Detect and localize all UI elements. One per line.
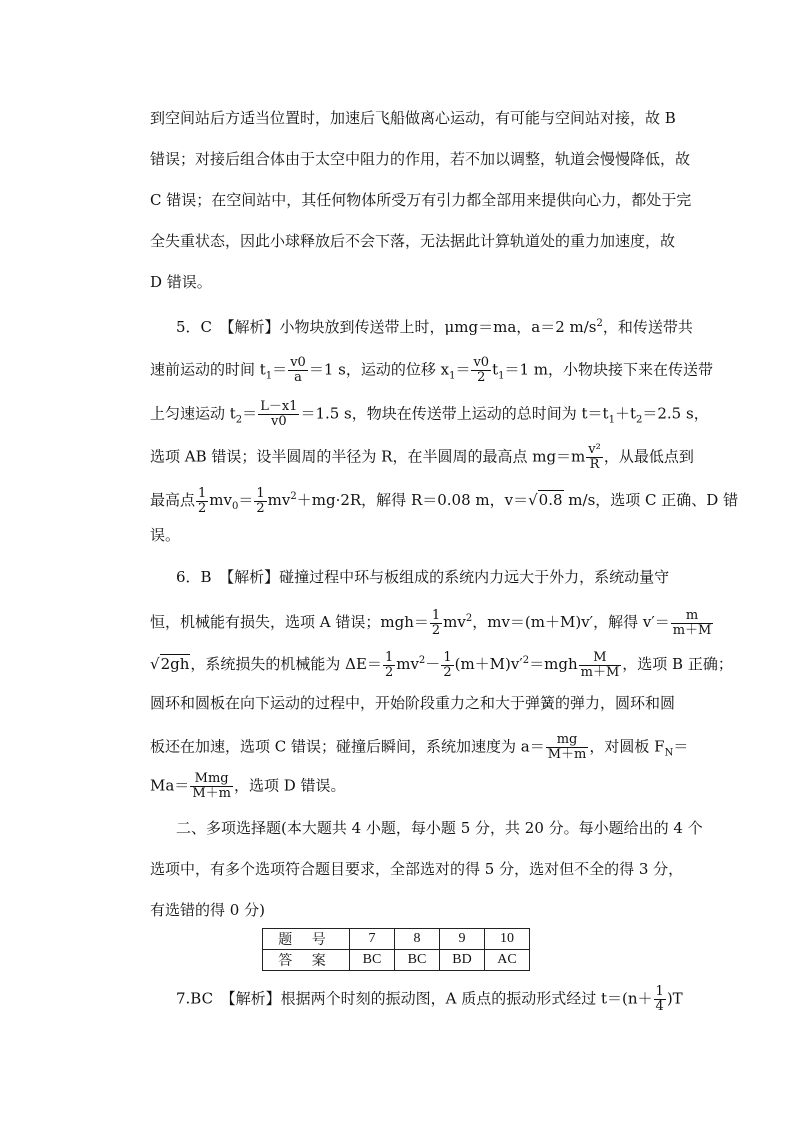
numerator: v0 xyxy=(473,355,490,370)
table-header-cell: 题 号 xyxy=(263,929,350,950)
text: 最高点 xyxy=(150,491,196,509)
fraction xyxy=(190,772,233,801)
denominator: 2 xyxy=(443,664,452,680)
numerator: Mmg xyxy=(190,772,233,787)
fraction xyxy=(546,733,589,762)
denominator: M＋m xyxy=(192,786,231,801)
fraction xyxy=(430,609,442,638)
denominator: a xyxy=(294,370,302,385)
q6-line-4 xyxy=(150,692,675,714)
text: Ma＝ xyxy=(150,776,190,795)
text: 选项 AB 错误；设半圆周的半径为 R，在半圆周的最高点 mg＝m xyxy=(150,447,586,466)
text-line xyxy=(150,230,675,252)
numerator: M xyxy=(579,651,622,666)
text: ＝1.5 s，物块在传送带上运动的总时间为 t＝t xyxy=(300,404,609,423)
q5-line-5: 最高点 $\frac{1}{2}$ $mv_0=$ $\frac{1}{2}$ $mv^2+mg\cdot 2R$，解得 R＝0.08 m，v＝√0.8 m/s，选项 C 正确、D 错 xyxy=(150,485,739,516)
text-line xyxy=(150,148,690,170)
numerator: mg xyxy=(546,733,589,748)
text: 有选错的得 0 分) xyxy=(150,901,265,919)
numerator: 1 xyxy=(655,984,664,999)
text: ＋t xyxy=(614,404,636,423)
text: 速前运动的时间 t xyxy=(150,360,266,379)
denominator: v0 xyxy=(271,414,287,429)
fraction xyxy=(258,400,299,429)
table-header-cell: 答 案 xyxy=(263,950,350,971)
text: mv xyxy=(396,655,419,673)
denominator: 2 xyxy=(384,664,394,680)
subscript: 1 xyxy=(608,414,615,426)
denominator: m＋M xyxy=(580,664,620,680)
text: 错误；对接后组合体由于太空中阻力的作用，若不加以调整，轨道会慢慢降低，故 xyxy=(150,150,691,168)
q6-line-2 xyxy=(150,607,714,638)
text-line xyxy=(150,189,691,211)
denominator: 2 xyxy=(431,622,441,638)
q5-line-1 xyxy=(176,313,693,335)
numerator: L－x1 xyxy=(260,399,298,414)
text: 圆环和圆板在向下运动的过程中，开始阶段重力之和大于弹簧的弹力，圆环和圆 xyxy=(150,694,676,712)
numerator: 1 xyxy=(256,485,265,501)
text: 5．C 【解析】小物块放到传送带上时，μmg＝ma，a＝2 m/s xyxy=(176,318,597,336)
text: ，选项 D 错误。 xyxy=(233,776,346,795)
fraction xyxy=(383,651,395,680)
denominator: M＋m xyxy=(547,747,587,762)
text: 7.BC 【解析】根据两个时刻的振动图，A 质点的振动形式经过 t＝ xyxy=(176,989,622,1008)
text: － xyxy=(425,655,441,673)
text: ＝mgh xyxy=(529,655,578,673)
subscript: 1 xyxy=(498,370,505,382)
q6-line-6 xyxy=(150,771,346,801)
superscript: 2 xyxy=(290,491,297,502)
denominator: 2 xyxy=(198,500,207,516)
superscript: 2 xyxy=(418,655,426,666)
superscript: 2 xyxy=(522,655,530,666)
text: 全失重状态，因此小球释放后不会下落，无法据此计算轨道处的重力加速度，故 xyxy=(150,232,676,250)
numerator: m xyxy=(671,609,714,624)
text: C 错误；在空间站中，其任何物体所受万有引力都全部用来提供向心力，都处于完 xyxy=(150,191,692,209)
text: 上匀速运动 t xyxy=(150,404,236,423)
q6-line-1 xyxy=(176,566,669,588)
table-cell: 7 xyxy=(350,929,395,950)
text: ，和传送带共 xyxy=(602,318,693,336)
subscript: 0 xyxy=(232,501,239,512)
text: ，对圆板 F xyxy=(589,737,665,756)
text: ＋mg·2R，解得 R＝0.08 m，v＝ xyxy=(296,491,529,509)
text: n＋ xyxy=(627,989,653,1008)
table-cell: BC xyxy=(395,950,440,971)
text: 板还在加速，选项 C 错误；碰撞后瞬间，系统加速度为 a＝ xyxy=(150,737,545,756)
q5-line-3: 上匀速运动 $t_2=$ $\frac{L-x1}{v0}$ ＝1.5 s，物块在传送带上运动的总时间为 $t=t_1+t_2=2.5$ s， xyxy=(150,399,709,429)
fraction xyxy=(586,443,603,472)
fraction xyxy=(254,487,266,516)
denominator: 2 xyxy=(256,500,265,516)
text: mv xyxy=(443,613,466,631)
fraction xyxy=(441,651,453,680)
fraction xyxy=(671,609,714,638)
denominator: m＋M xyxy=(672,622,712,638)
superscript: 2 xyxy=(465,613,473,624)
numerator: 1 xyxy=(198,485,207,501)
subscript: 2 xyxy=(636,414,643,426)
text: ＝1 m，小物块接下来在传送带 xyxy=(504,360,714,379)
text: 误。 xyxy=(150,526,181,544)
superscript: 2 xyxy=(596,318,603,329)
numerator: v² xyxy=(588,442,601,457)
text: m/s，选项 C 正确、D 错 xyxy=(563,491,739,509)
subscript: 1 xyxy=(265,370,273,382)
table-cell: AC xyxy=(485,950,530,971)
text-line xyxy=(150,899,265,921)
text: ＝1 s，运动的位移 x xyxy=(308,360,450,379)
table-row xyxy=(263,950,530,971)
fraction xyxy=(579,651,622,680)
text: ，系统损失的机械能为 ΔE＝ xyxy=(190,655,382,673)
text: ，mv＝(m＋M)v′，解得 v′＝ xyxy=(472,613,670,631)
table-row xyxy=(263,929,530,950)
table-cell: 10 xyxy=(485,929,530,950)
table-cell: BD xyxy=(440,950,485,971)
fraction xyxy=(288,356,308,385)
denominator: R xyxy=(589,457,600,472)
fraction xyxy=(654,985,666,1014)
text: (m＋M)v′ xyxy=(454,655,523,673)
numerator: 1 xyxy=(384,649,394,665)
text: D 错误。 xyxy=(150,273,212,291)
text: T xyxy=(672,989,683,1008)
text: ，从最低点到 xyxy=(603,447,694,466)
text: ，选项 B 正确； xyxy=(622,655,733,673)
text-line xyxy=(150,107,676,129)
numerator: v0 xyxy=(290,355,306,370)
text: 选项中，有多个选项符合题目要求，全部选对的得 5 分，选对但不全的得 3 分， xyxy=(150,860,684,878)
text: mv xyxy=(267,491,291,509)
denominator: 4 xyxy=(655,999,664,1014)
text: t xyxy=(492,360,499,379)
text: 恒，机械能有损失，选项 A 错误；mgh＝ xyxy=(150,613,429,631)
numerator: 1 xyxy=(431,607,441,623)
fraction xyxy=(196,487,208,516)
q5-line-4 xyxy=(150,442,694,472)
text: ＝ xyxy=(673,737,689,756)
q6-line-5 xyxy=(150,732,689,762)
text: mv xyxy=(209,491,232,509)
subscript: 1 xyxy=(449,370,456,382)
table-cell: 8 xyxy=(395,929,440,950)
text: 到空间站后方适当位置时，加速后飞船做离心运动，有可能与空间站对接，故 B xyxy=(150,109,676,127)
q5-line-6 xyxy=(150,524,180,546)
numerator: 1 xyxy=(443,649,452,665)
q7-line-1: 7.BC 【解析】根据两个时刻的振动图，A 质点的振动形式经过 t＝(n＋ $\frac{1}{4}$ )T xyxy=(176,984,683,1014)
text-line xyxy=(150,858,683,880)
table-cell: 9 xyxy=(440,929,485,950)
table-cell: BC xyxy=(350,950,395,971)
section-heading xyxy=(176,817,703,839)
q6-line-3: √2gh，系统损失的机械能为 ΔE＝ $\frac{1}{2}$ $mv^2-$ $\frac{1}{2}$ $(m+M)v'^2=mgh$ $\frac{M}{m+M}$ ，选项 B 正确； xyxy=(150,649,733,680)
fraction xyxy=(471,356,491,385)
text: 6．B 【解析】碰撞过程中环与板组成的系统内力远大于外力，系统动量守 xyxy=(176,568,670,586)
text: 二、多项选择题(本大题共 4 小题，每小题 5 分，共 20 分。每小题给出的 4 个 xyxy=(176,819,703,837)
sqrt-radicand: 0.8 xyxy=(538,491,563,509)
text: ＝2.5 s， xyxy=(642,404,709,423)
text-line xyxy=(150,271,212,293)
subscript: 2 xyxy=(235,414,243,426)
subscript: N xyxy=(664,747,674,759)
denominator: 2 xyxy=(477,370,486,385)
answer-table xyxy=(262,928,530,971)
q5-line-2: 速前运动的时间 $t_1=$ $\frac{v0}{a}$ ＝1 s，运动的位移 $x_1=$ $\frac{v0}{2}$ $t_1=1$ m，小物块接下来在传送带 xyxy=(150,355,714,385)
sqrt-radicand: 2gh xyxy=(160,655,190,673)
